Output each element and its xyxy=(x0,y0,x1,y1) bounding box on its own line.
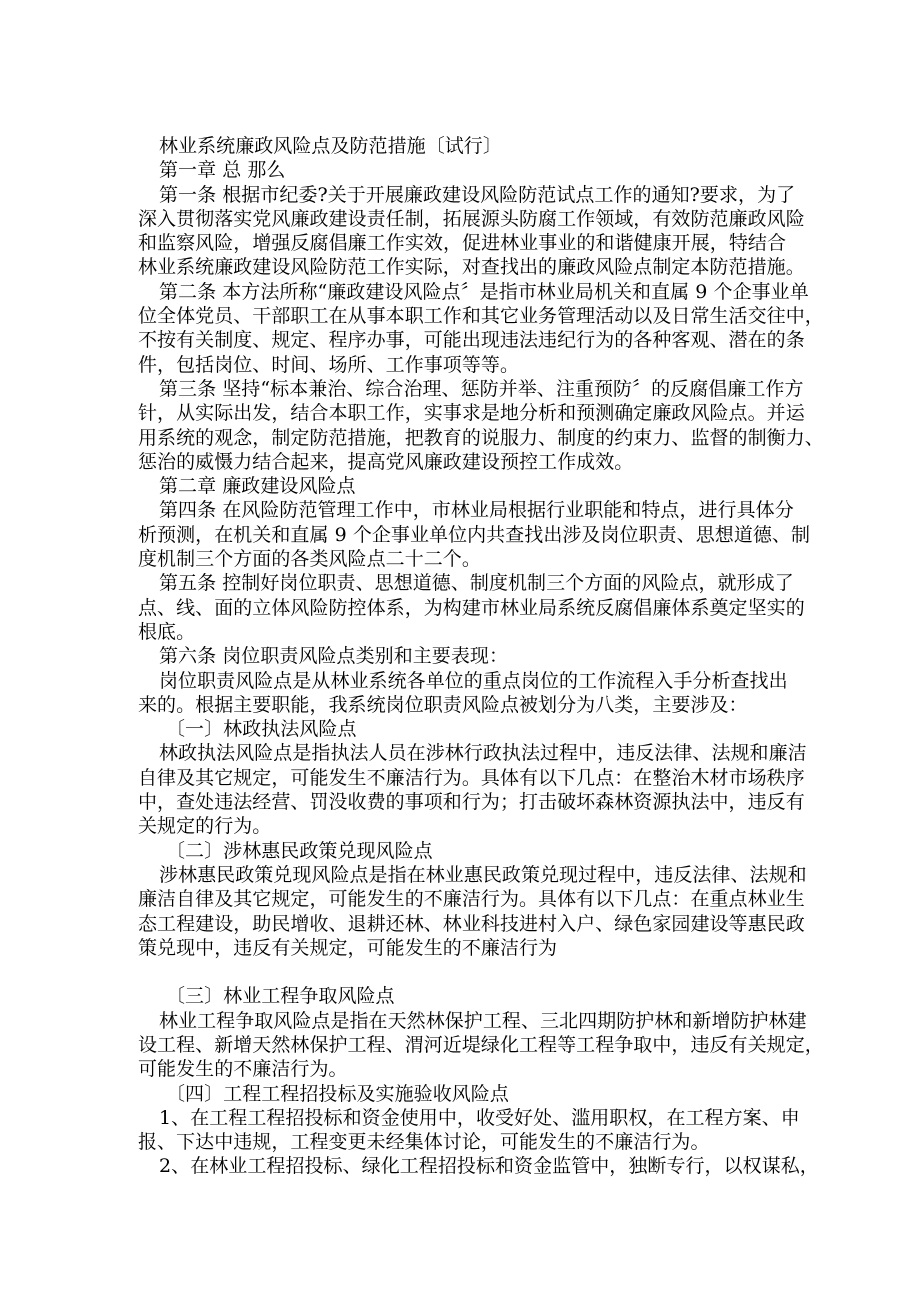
article-1-line: 林业系统廉政建设风险防范工作实际，对查找出的廉政风险点制定本防范措施。 xyxy=(138,256,805,279)
section-1-heading: 〔一〕林政执法风险点 xyxy=(166,718,357,741)
section-1-line: 自律及其它规定，可能发生不廉洁行为。具体有以下几点：在整治木材市场秩序 xyxy=(138,766,805,789)
chapter-1-heading: 第一章 总 那么 xyxy=(159,159,286,182)
section-4-item: 报、下达中违规，工程变更未经集体讨论，可能发生的不廉洁行为。 xyxy=(138,1131,710,1154)
section-2-line: 廉洁自律及其它规定，可能发生的不廉洁行为。具体有以下几点：在重点林业生 xyxy=(138,888,805,911)
section-3-line: 林业工程争取风险点是指在天然林保护工程、三北四期防护林和新增防护林建 xyxy=(159,1009,807,1032)
blank-line xyxy=(138,960,786,984)
section-2-line: 涉林惠民政策兑现风险点是指在林业惠民政策兑现过程中，违反法律、法规和 xyxy=(159,863,807,886)
article-5-line: 根底。 xyxy=(138,620,196,643)
article-3-line: 惩治的威慑力结合起来，提高党风廉政建设预控工作成效。 xyxy=(138,450,634,473)
section-2-line: 策兑现中，违反有关规定，可能发生的不廉洁行为 xyxy=(138,936,558,959)
article-4-line: 析预测，在机关和直属 9 个企事业单位内共查找出涉及岗位职责、思想道德、制 xyxy=(138,523,811,546)
article-4-line: 第四条 在风险防范管理工作中，市林业局根据行业职能和特点，进行具体分 xyxy=(159,499,794,522)
section-3-line: 可能发生的不廉洁行为。 xyxy=(138,1058,348,1081)
article-2-line: 位全体党员、干部职工在从事本职工作和其它业务管理活动以及日常生活交往中， xyxy=(138,305,824,328)
article-2-line: 件，包括岗位、时间、场所、工作事项等等。 xyxy=(138,353,520,376)
article-2-line: 第二条 本方法所称“廉政建设风险点〞是指市林业局机关和直属 9 个企事业单 xyxy=(159,280,809,303)
article-4-line: 度机制三个方面的各类风险点二十二个。 xyxy=(138,548,481,571)
article-6-line: 岗位职责风险点是从林业系统各单位的重点岗位的工作流程入手分析查找出 xyxy=(159,669,788,692)
section-3-heading: 〔三〕林业工程争取风险点 xyxy=(166,985,395,1008)
article-5-line: 第五条 控制好岗位职责、思想道德、制度机制三个方面的风险点，就形成了 xyxy=(159,572,794,595)
section-1-line: 林政执法风险点是指执法人员在涉林行政执法过程中，违反法律、法规和廉洁 xyxy=(159,742,807,765)
section-3-line: 设工程、新增天然林保护工程、渭河近堤绿化工程等工程争取中，违反有关规定， xyxy=(138,1033,824,1056)
article-1-line: 第一条 根据市纪委?关于开展廉政建设风险防范试点工作的通知?要求，为了 xyxy=(159,183,796,206)
article-3-line: 用系统的观念，制定防范措施，把教育的说服力、制度的约束力、监督的制衡力、 xyxy=(138,426,824,449)
chapter-2-heading: 第二章 廉政建设风险点 xyxy=(159,475,356,498)
section-1-line: 关规定的行为。 xyxy=(138,815,272,838)
article-3-line: 第三条 坚持“标本兼治、综合治理、惩防并举、注重预防〞的反腐倡廉工作方 xyxy=(159,377,804,400)
article-5-line: 点、线、面的立体风险防控体系，为构建市林业局系统反腐倡廉体系奠定坚实的 xyxy=(138,596,805,619)
document-title: 林业系统廉政风险点及防范措施〔试行〕 xyxy=(159,135,502,157)
article-6-line: 来的。根据主要职能，我系统岗位职责风险点被划分为八类，主要涉及： xyxy=(138,693,748,716)
section-4-heading: 〔四〕工程工程招投标及实施验收风险点 xyxy=(166,1082,509,1105)
section-2-line: 态工程建设，助民增收、退耕还林、林业科技进村入户、绿色家园建设等惠民政 xyxy=(138,912,805,935)
article-2-line: 不按有关制度、规定、程序办事，可能出现违法违纪行为的各种客观、潜在的条 xyxy=(138,329,805,352)
section-4-item: 1、在工程工程招投标和资金使用中，收受好处、滥用职权，在工程方案、申 xyxy=(159,1106,800,1129)
document-page xyxy=(138,134,824,1179)
section-1-line: 中，查处违法经营、罚没收费的事项和行为；打击破坏森林资源执法中，违反有 xyxy=(138,791,805,814)
section-4-item: 2、在林业工程招投标、绿化工程招投标和资金监管中，独断专行，以权谋私， xyxy=(159,1155,819,1178)
article-1-line: 和监察风险，增强反腐倡廉工作实效，促进林业事业的和谐健康开展，特结合 xyxy=(138,232,786,255)
section-2-heading: 〔二〕涉林惠民政策兑现风险点 xyxy=(166,839,433,862)
article-3-line: 针，从实际出发，结合本职工作，实事求是地分析和预测确定廉政风险点。并运 xyxy=(138,402,805,425)
article-6-heading: 第六条 岗位职责风险点类别和主要表现： xyxy=(159,645,508,668)
article-1-line: 深入贯彻落实党风廉政建设责任制，拓展源头防腐工作领域，有效防范廉政风险 xyxy=(138,207,805,230)
